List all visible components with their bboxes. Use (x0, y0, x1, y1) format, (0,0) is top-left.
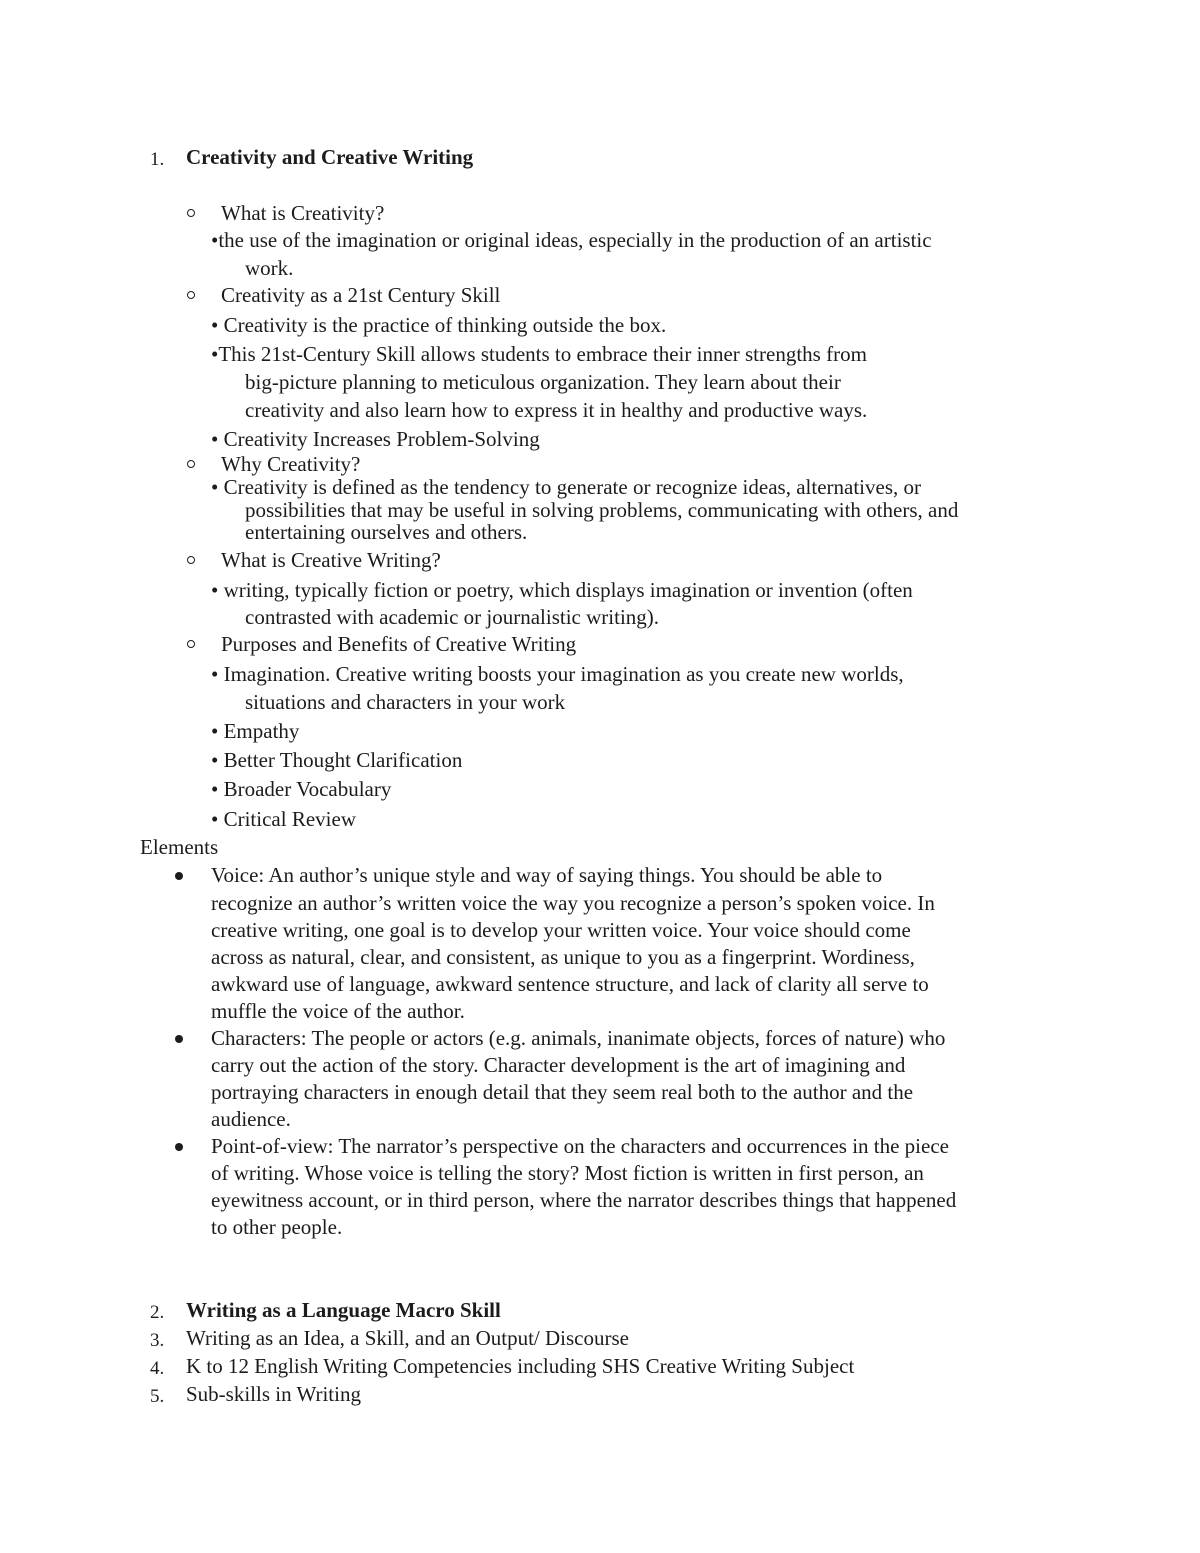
paragraph-line: portraying characters in enough detail that they seem real both to the author and the (211, 1080, 914, 1104)
circle-bullet-icon (187, 556, 195, 564)
topic-title: K to 12 English Writing Competencies including SHS Creative Writing Subject (186, 1354, 855, 1378)
list-number: 4. (150, 1358, 165, 1379)
bullet-line: big-picture planning to meticulous organization. They learn about their (245, 370, 841, 394)
circle-bullet-icon (187, 640, 195, 648)
bullet-line: • Imagination. Creative writing boosts your imagination as you create new worlds, (211, 662, 904, 686)
paragraph-line: to other people. (211, 1215, 343, 1239)
bullet-line: creativity and also learn how to express it in healthy and productive ways. (245, 398, 868, 422)
list-number: 1. (150, 149, 165, 170)
list-number: 2. (150, 1302, 165, 1323)
paragraph-line: Point-of-view: The narrator’s perspective on the characters and occurrences in the piece (211, 1134, 949, 1158)
list-number: 5. (150, 1386, 165, 1407)
elements-heading: Elements (140, 835, 219, 859)
filled-bullet-icon (175, 1143, 183, 1151)
bullet-line: •the use of the imagination or original ideas, especially in the production of an artistic (211, 228, 932, 252)
paragraph-line: carry out the action of the story. Character development is the art of imagining and (211, 1053, 906, 1077)
bullet-line: • Creativity is defined as the tendency to generate or recognize ideas, alternatives, or (211, 475, 921, 499)
bullet-line: • Better Thought Clarification (211, 748, 463, 772)
paragraph-line: awkward use of language, awkward sentence structure, and lack of clarity all serve to (211, 972, 929, 996)
circle-bullet-icon (187, 209, 195, 217)
subheading: Why Creativity? (221, 452, 361, 476)
paragraph-line: audience. (211, 1107, 291, 1131)
paragraph-line: Voice: An author’s unique style and way of saying things. You should be able to (211, 863, 883, 887)
subheading: Purposes and Benefits of Creative Writing (221, 632, 577, 656)
bullet-line: • Empathy (211, 719, 300, 743)
bullet-line: • Creativity is the practice of thinking outside the box. (211, 313, 667, 337)
paragraph-line: eyewitness account, or in third person, where the narrator describes things that happened (211, 1188, 957, 1212)
circle-bullet-icon (187, 460, 195, 468)
paragraph-line: across as natural, clear, and consistent, as unique to you as a fingerprint. Wordiness, (211, 945, 915, 969)
paragraph-line: Characters: The people or actors (e.g. animals, inanimate objects, forces of nature) who (211, 1026, 946, 1050)
bullet-line: • Broader Vocabulary (211, 777, 392, 801)
paragraph-line: muffle the voice of the author. (211, 999, 465, 1023)
bullet-line: • writing, typically fiction or poetry, which displays imagination or invention (often (211, 578, 913, 602)
bullet-line: • Creativity Increases Problem-Solving (211, 427, 540, 451)
subheading: Creativity as a 21st Century Skill (221, 283, 501, 307)
paragraph-line: of writing. Whose voice is telling the story? Most fiction is written in first person, an (211, 1161, 924, 1185)
filled-bullet-icon (175, 872, 183, 880)
paragraph-line: creative writing, one goal is to develop your written voice. Your voice should come (211, 918, 911, 942)
topic-title: Writing as a Language Macro Skill (186, 1298, 501, 1322)
bullet-line: possibilities that may be useful in solving problems, communicating with others, and (245, 498, 959, 522)
bullet-line: entertaining ourselves and others. (245, 520, 528, 544)
bullet-line: • Critical Review (211, 807, 356, 831)
bullet-line: situations and characters in your work (245, 690, 566, 714)
topic-title: Writing as an Idea, a Skill, and an Output/ Discourse (186, 1326, 629, 1350)
paragraph-line: recognize an author’s written voice the way you recognize a person’s spoken voice. In (211, 891, 935, 915)
bullet-line: •This 21st-Century Skill allows students to embrace their inner strengths from (211, 342, 867, 366)
bullet-line: work. (245, 256, 294, 280)
filled-bullet-icon (175, 1035, 183, 1043)
circle-bullet-icon (187, 291, 195, 299)
section-title: Creativity and Creative Writing (186, 145, 474, 169)
subheading: What is Creative Writing? (221, 548, 441, 572)
list-number: 3. (150, 1330, 165, 1351)
topic-title: Sub-skills in Writing (186, 1382, 361, 1406)
bullet-line: contrasted with academic or journalistic writing). (245, 605, 660, 629)
subheading: What is Creativity? (221, 201, 385, 225)
